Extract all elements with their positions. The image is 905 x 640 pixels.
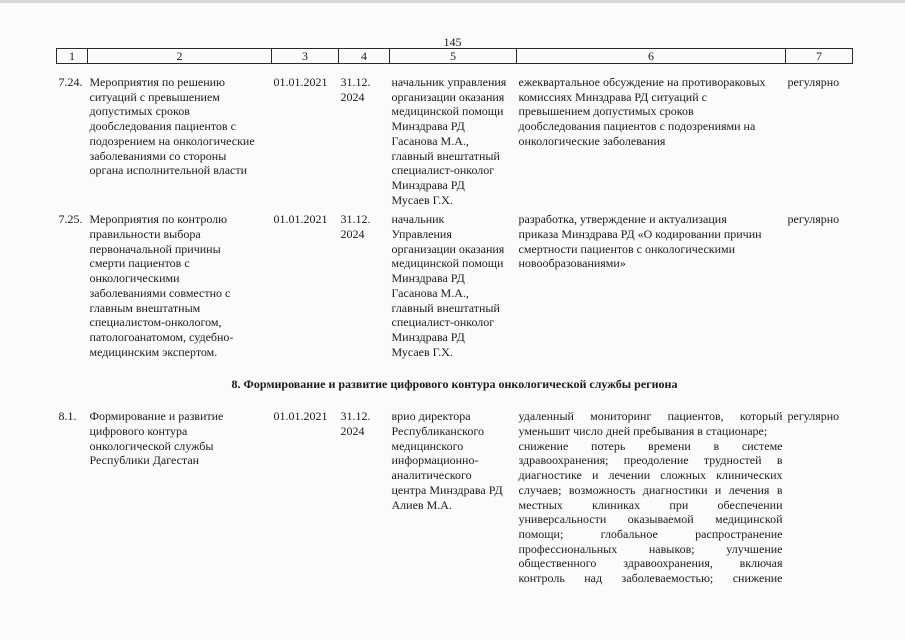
column-header: 4 — [339, 49, 390, 64]
action-title: Формирование и развитие цифрового контура онкологической службы Республики Дагестан — [89, 409, 224, 468]
end-date: 31.12. 2024 — [340, 409, 371, 439]
column-header: 3 — [272, 49, 339, 64]
expected-result: разработка, утверждение и актуализация приказа Минздрава РД «О кодировании причин смертности пациентов с онкологическими новообразованиями» — [518, 212, 762, 271]
start-date: 01.01.2021 — [273, 212, 328, 227]
result-line: снижение потерь времени в системе — [518, 438, 783, 453]
result-line: профессиональных навыков; улучшение — [518, 541, 783, 556]
result-line: местных клиниках при обеспечении — [518, 497, 783, 512]
result-line: случаев; возможность диагностики и лечения в — [518, 482, 783, 497]
result-line: удаленный мониторинг пациентов, который — [518, 409, 783, 424]
spacer-row — [57, 64, 853, 76]
periodicity: регулярно — [787, 409, 840, 424]
table-row — [57, 409, 853, 585]
table-row — [57, 75, 853, 207]
page-number: 145 — [443, 35, 462, 49]
item-number: 7.25. — [58, 212, 83, 227]
result-line: универсальности оказываемой медицинской — [518, 512, 783, 527]
responsible-person: начальник управления организации оказания медицинской помощи Минздрава РД Гасанова М.А., главный внештатный специалист-онколог Минздрава РД Мусаев Г.Х. — [391, 75, 507, 207]
column-header: 5 — [390, 49, 517, 64]
responsible-person: начальник Управления организации оказания медицинской помощи Минздрава РД Гасанова М.А., главный внештатный специалист-онколог Минздрава РД Мусаев Г.Х. — [391, 212, 505, 359]
result-line: контроль над заболеваемостью; снижение — [518, 571, 783, 586]
item-number: 8.1. — [58, 409, 77, 424]
item-number: 7.24. — [58, 75, 83, 89]
periodicity: регулярно — [787, 212, 840, 227]
result-line: помощи; глобальное распространение — [518, 526, 783, 541]
end-date: 31.12. 2024 — [340, 75, 371, 104]
column-number-row — [57, 49, 853, 64]
action-title: Мероприятия по контролю правильности выбора первоначальной причины смерти пациентов с онкологическими заболеваниями совместно с главным внештатным специалистом-онкологом, патологоанатомом, судебно- медицинским экспертом. — [89, 212, 234, 359]
result-line: диагностике и лечении сложных клинических — [518, 468, 783, 483]
start-date: 01.01.2021 — [273, 409, 328, 424]
action-title: Мероприятия по решению ситуаций с превышением допустимых сроков дообследования пациентов с подозрением на онкологические заболеваниями со стороны органа исполнительной власти — [89, 75, 255, 178]
result-line: здравоохранения; преодоление трудностей в — [518, 453, 783, 468]
start-date: 01.01.2021 — [273, 75, 328, 89]
column-header: 6 — [517, 49, 786, 64]
end-date: 31.12. 2024 — [340, 212, 371, 242]
expected-result — [517, 409, 786, 585]
periodicity: регулярно — [787, 75, 840, 89]
result-line: общественного здравоохранения, включая — [518, 556, 783, 571]
page-edge — [0, 0, 905, 3]
expected-result: ежеквартальное обсуждение на противораковых комиссиях Минздрава РД ситуаций с превышением допустимых сроков дообследования пациентов с подозрениями на онкологические заболевания — [518, 75, 766, 148]
section-heading-row — [57, 359, 853, 409]
table-body — [57, 49, 853, 586]
responsible-person: врио директора Республиканского медицинского информационно- аналитического центра Минздрава РД Алиев М.А. — [391, 409, 503, 512]
result-line: уменьшит число дней пребывания в стационаре; — [518, 424, 768, 439]
column-header: 7 — [786, 49, 853, 64]
table-row — [57, 212, 853, 359]
action-plan-table — [56, 48, 853, 586]
section-title: 8. Формирование и развитие цифрового контура онкологической службы региона — [231, 377, 678, 392]
column-header: 2 — [88, 49, 272, 64]
column-header: 1 — [57, 49, 88, 64]
section-cell — [57, 359, 853, 409]
